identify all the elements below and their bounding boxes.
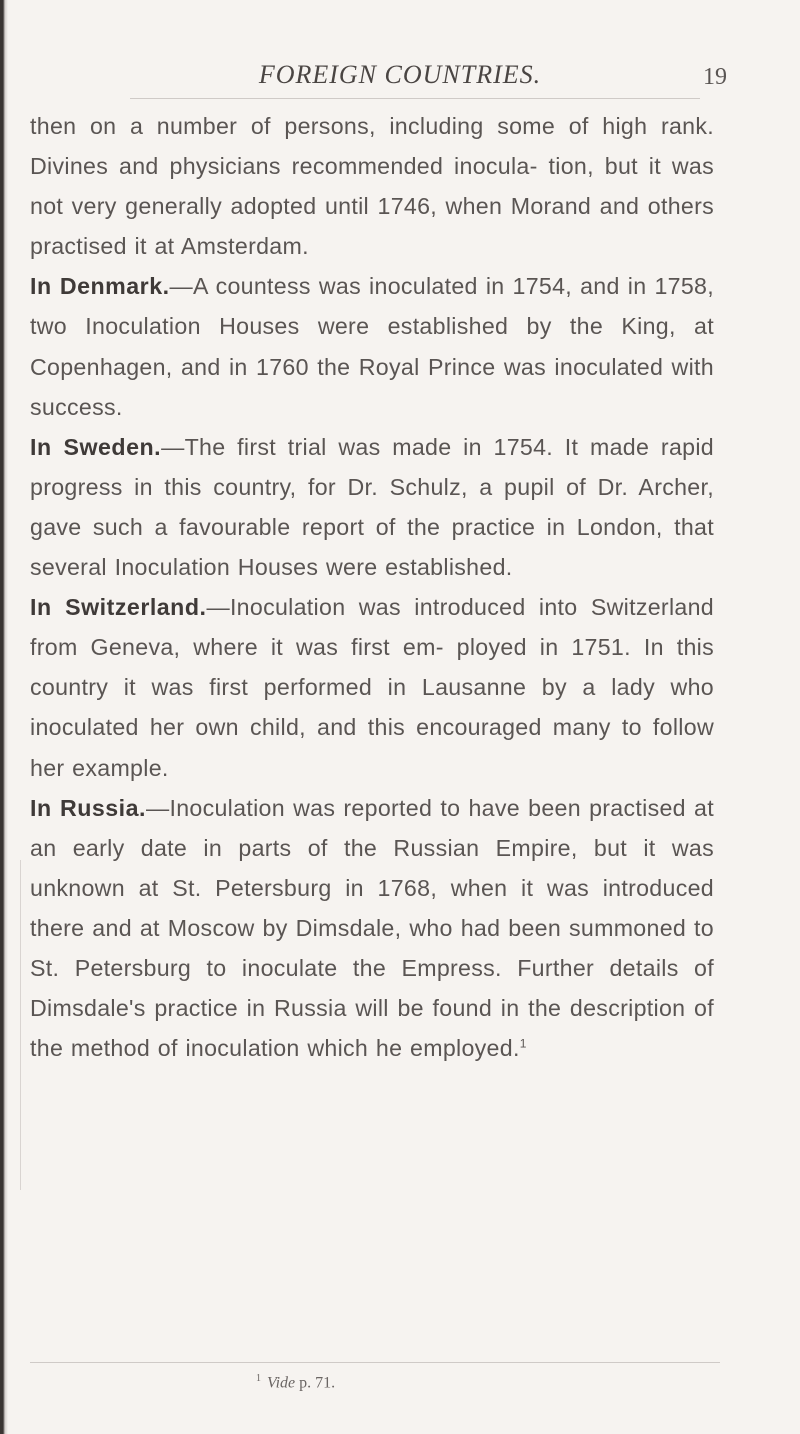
footnote-mark: 1 xyxy=(256,1373,261,1384)
paragraph-text: —The first trial was made in 1754. It made rapid progress in this country, for Dr. Schulz, a pupil of Dr. Archer, gave such a favourable report of the practice in London, that several Inoculation Houses were established. xyxy=(30,433,714,581)
paragraph-russia xyxy=(30,788,714,1069)
running-title: FOREIGN COUNTRIES. xyxy=(258,60,542,89)
footnote-reference[interactable]: 1 xyxy=(519,1036,527,1051)
gutter-mark xyxy=(20,860,21,1190)
section-heading-russia: In Russia. xyxy=(30,794,146,821)
footnote-rule xyxy=(30,1362,720,1363)
paragraph-intro xyxy=(30,106,714,266)
paragraph-text: then on a number of persons, including some of high rank. Divines and physicians recommended inocula- tion, but it was not very generally adopted until 1746, when Morand and others practised it at Amsterdam. xyxy=(30,113,714,260)
running-head xyxy=(0,58,800,98)
paragraph-switzerland xyxy=(30,587,714,787)
footnote-italic: Vide xyxy=(267,1374,296,1392)
section-heading-denmark: In Denmark. xyxy=(30,273,170,300)
section-heading-switzerland: In Switzerland. xyxy=(30,594,207,621)
paragraph-text: —A countess was inoculated in 1754, and in 1758, two Inoculation Houses were established by the King, at Copenhagen, and in 1760 the Royal Prince was inoculated with success. xyxy=(30,273,714,420)
section-heading-sweden: In Sweden. xyxy=(30,433,162,460)
header-rule xyxy=(130,98,700,99)
page-edge-shadow xyxy=(0,0,8,1434)
body-text xyxy=(30,106,714,1068)
paragraph-sweden xyxy=(30,427,714,587)
paragraph-text: —Inoculation was reported to have been practised at an early date in parts of the Russian Empire, but it was unknown at St. Petersburg in 1768, when it was introduced there and at Moscow by Dimsdale, who had been summoned to St. Petersburg to inoculate the Empress. Further details of Dimsdale's practice in Russia will be found in the description of the method of inoculation which he employed. xyxy=(30,794,714,1062)
paragraph-text: —Inoculation was introduced into Switzerland from Geneva, where it was first em- ployed in 1751. In this country it was first performed in Lausanne by a lady who inoculated her own child, and this encouraged many to follow her example. xyxy=(30,594,714,781)
footnote xyxy=(256,1368,335,1394)
footnote-text: p. 71. xyxy=(295,1374,336,1392)
paragraph-denmark xyxy=(30,266,714,426)
page-number: 19 xyxy=(703,64,727,90)
